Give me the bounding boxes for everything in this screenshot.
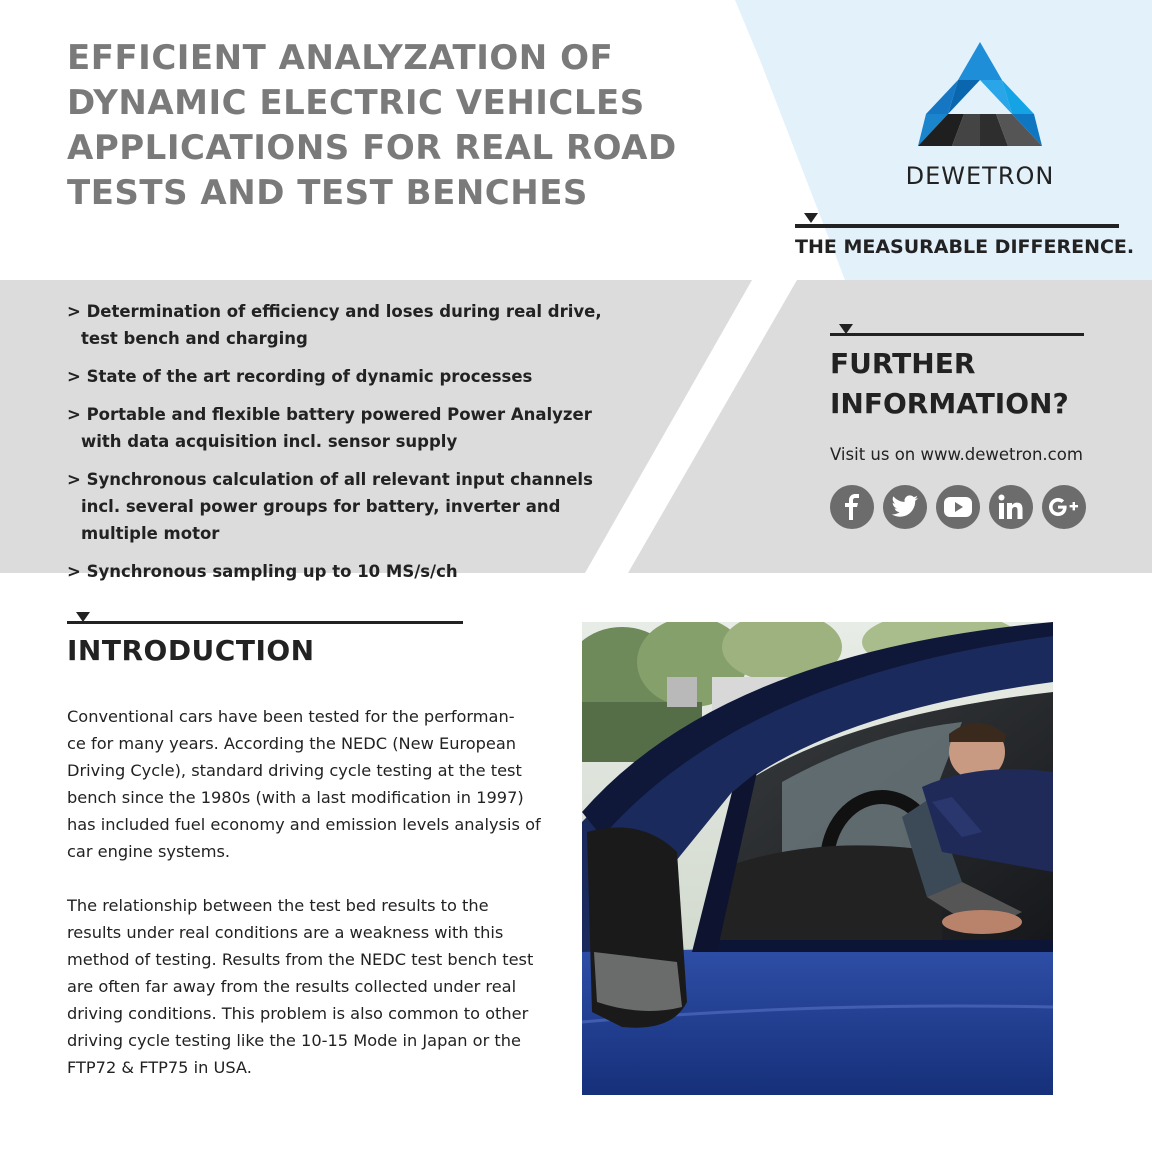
social-links	[830, 485, 1086, 529]
text-line: car engine systems.	[67, 842, 231, 861]
text-line: ce for many years. According the NEDC (New European	[67, 734, 517, 753]
introduction-title: INTRODUCTION	[67, 634, 315, 667]
text-line: Conventional cars have been tested for the performan-	[67, 707, 515, 726]
text-line: method of testing. Results from the NEDC test bench test	[67, 950, 534, 969]
text-line: has included fuel economy and emission levels analysis of	[67, 815, 541, 834]
title-line: INFORMATION?	[830, 387, 1069, 420]
tagline: THE MEASURABLE DIFFERENCE.	[795, 236, 1135, 258]
text-line: bench since the 1980s (with a last modification in 1997)	[67, 788, 524, 807]
feature-list	[67, 298, 627, 596]
google-plus-icon[interactable]	[1042, 485, 1086, 529]
introduction-rule	[67, 621, 463, 624]
text-line: Driving Cycle), standard driving cycle testing at the test	[67, 761, 522, 780]
introduction-body	[67, 703, 547, 1108]
further-information-title	[830, 344, 1110, 424]
feature-item: > Portable and flexible battery powered Power Analyzer with data acquisition incl. sensor supply	[67, 405, 592, 451]
brand-name: DEWETRON	[905, 162, 1055, 190]
tagline-rule	[795, 224, 1119, 228]
text-line: results under real conditions are a weakness with this	[67, 923, 504, 942]
title-line: FURTHER	[830, 347, 976, 380]
feature-item: > Determination of efficiency and loses during real drive, test bench and charging	[67, 302, 602, 348]
dewetron-logo-icon	[918, 42, 1042, 146]
text-line: driving cycle testing like the 10-15 Mode in Japan or the	[67, 1031, 521, 1050]
twitter-icon[interactable]	[883, 485, 927, 529]
title-line: EFFICIENT ANALYZATION OF	[67, 38, 614, 78]
text-line: are often far away from the results collected under real	[67, 977, 517, 996]
feature-item: > Synchronous sampling up to 10 MS/s/ch	[67, 562, 458, 581]
page-title	[67, 36, 677, 216]
facebook-icon[interactable]	[830, 485, 874, 529]
website-link[interactable]: Visit us on www.dewetron.com	[830, 445, 1083, 464]
tagline-marker	[804, 213, 818, 223]
linkedin-icon[interactable]	[989, 485, 1033, 529]
youtube-icon[interactable]	[936, 485, 980, 529]
introduction-paragraph	[67, 703, 547, 865]
car-test-photo	[582, 622, 1053, 1095]
feature-item: > Synchronous calculation of all relevant input channels incl. several power groups for battery, inverter and multiple motor	[67, 470, 593, 543]
title-line: TESTS AND TEST BENCHES	[67, 173, 588, 213]
title-line: APPLICATIONS FOR REAL ROAD	[67, 128, 677, 168]
introduction-paragraph	[67, 892, 547, 1081]
further-rule	[830, 333, 1084, 336]
text-line: driving conditions. This problem is also common to other	[67, 1004, 529, 1023]
feature-item: > State of the art recording of dynamic processes	[67, 367, 533, 386]
text-line: FTP72 & FTP75 in USA.	[67, 1058, 252, 1077]
text-line: The relationship between the test bed results to the	[67, 896, 489, 915]
title-line: DYNAMIC ELECTRIC VEHICLES	[67, 83, 645, 123]
